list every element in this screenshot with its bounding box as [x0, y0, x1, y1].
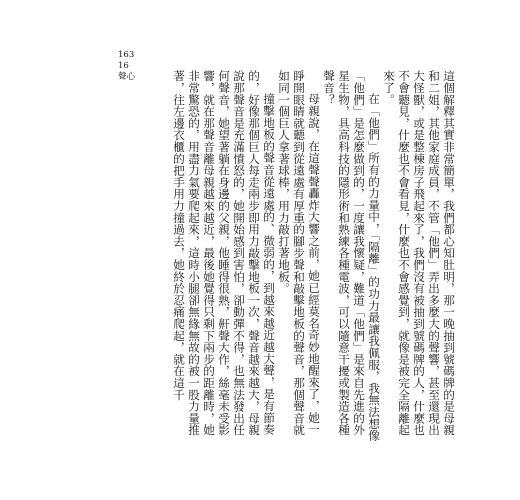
paragraph-3: 母親說，在這聲聲轟炸大響之前，她已經莫名奇妙地醒來了，她一睜開眼睛就聽到從遠處有厚重的腳步聲和敲擊地板的聲音，那個聲音就如同一個巨人拿著球棒，用力敲打著地板。 [277, 70, 321, 436]
paragraph-2: 在「他們」所有的力量中，「隔離」的功力最讓我佩服，我無法想像「他們」是怎麼做到的，一度讓我懷疑，難道「他們」是來自先進的外星生物，具高科技的隱形術和熟練各種電波，可以隨意干擾或製造各種聲音？ [322, 70, 381, 442]
page-number: 163 [118, 50, 135, 60]
paragraph-1: 這個解釋其實非常簡單，我們都心知肚明，那一晚抽到號碼牌的是母親和二姐，其他家庭成員，不管「他們」弄出多麼大的聲響，甚至還現出大怪獸，或是整棟房子飛起來了，我們沒有被抽到號碼牌的人，什麼也不會聽見，什麼也不會看見，什麼也不會感覺到，就像是被完全隔離起來了。 [382, 70, 456, 436]
chapter-number: 16 [118, 61, 129, 71]
page-header [118, 50, 135, 83]
paragraph-4: 撞擊地板的聲音從遠處的、微弱的，到越來越近越大聲，是有節奏的，好像那個巨人每走兩步即用力敲擊地板一次，聲音越來越大，母親說那聲音是充滿憤怒的，她開始感到害怕，卻動彈不得，也無法發出任何聲音，她望著躺在身邊的父親，他睡得很熟，鼾聲大作，絲毫未受影響，就在那聲音離母親越來越近，最後她覺得只剩下兩步的距離時，她非常驚恐的，用盡力氣要爬起來，這時小腿卻無緣無故的被一股力量推著，往左邊衣櫃的把手用力撞過去，她終於忍痛爬起，就在這千 [172, 70, 276, 436]
chapter-title: 聲心 [118, 72, 136, 82]
vertical-body-text [172, 70, 462, 442]
